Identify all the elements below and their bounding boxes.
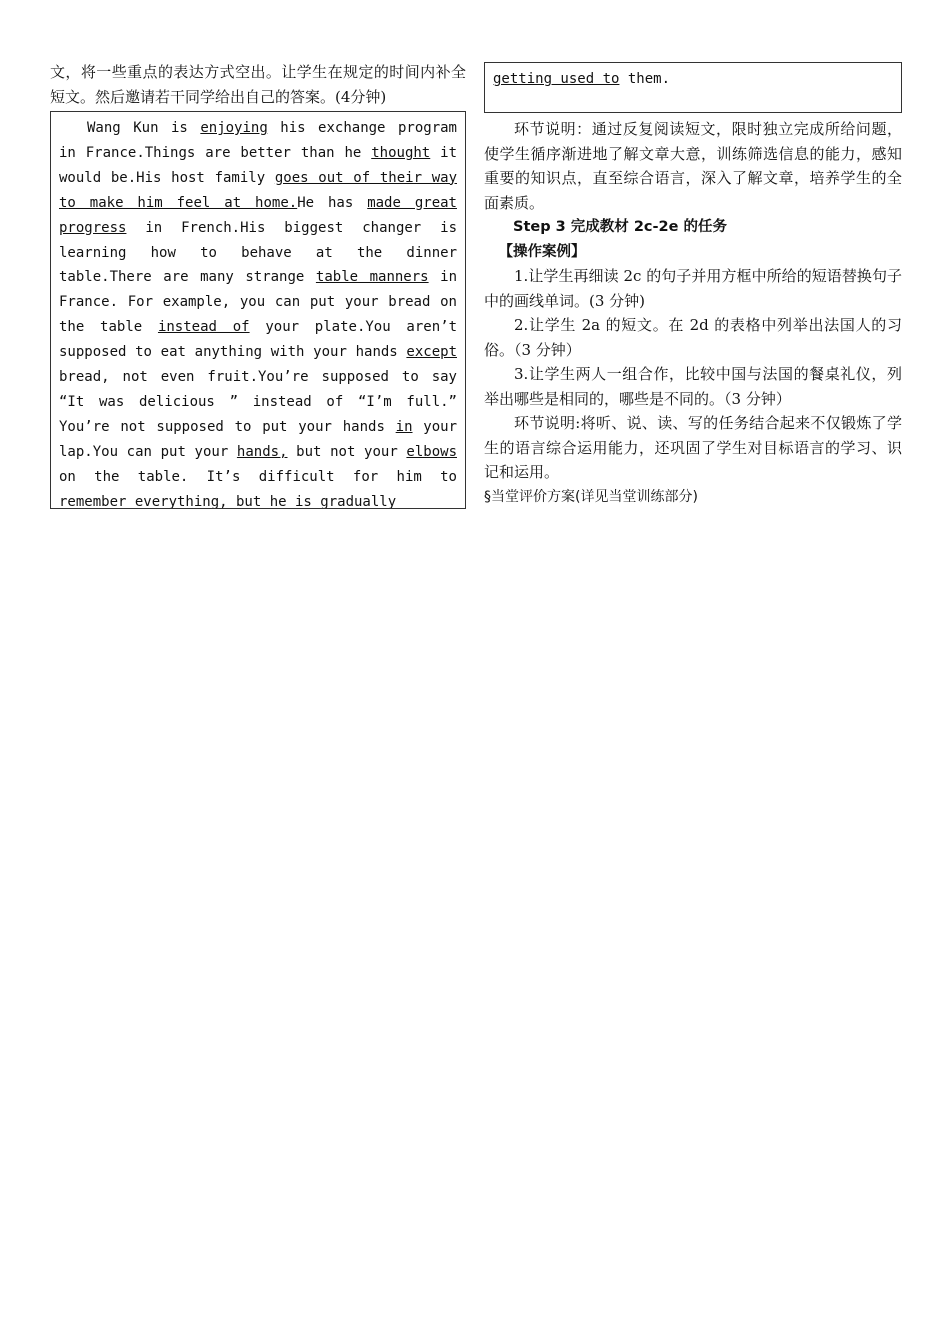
section-note-1: 环节说明：通过反复阅读短文，限时独立完成所给问题，使学生循序渐进地了解文章大意，训练筛选信息的能力，感知重要的知识点，直至综合语言，深入了解文章，培养学生的全面素质。 xyxy=(484,120,902,212)
passage-box xyxy=(50,111,466,509)
passage-segment: his exchange program in France.Things are better than he xyxy=(59,120,457,161)
intro-text: 文，将一些重点的表达方式空出。让学生在规定的时间内补全短文。然后邀请若干同学给出自己的答案。(4分钟) xyxy=(50,63,466,106)
underlined-phrase: elbows xyxy=(406,443,457,460)
case-item-3: 3.让学生两人一组合作，比较中国与法国的餐桌礼仪，列举出哪些是相同的，哪些是不同的。（3 分钟） xyxy=(484,365,902,408)
step-3-heading: Step 3 完成教材 2c-2e 的任务 xyxy=(513,219,727,235)
passage-segment: in French.His biggest changer is learning how to behave at the dinner table.There are many strange xyxy=(59,219,457,286)
underlined-phrase: made great progress xyxy=(59,194,457,236)
passage-text xyxy=(59,116,457,509)
case-item-2: 2.让学生 2a 的短文。在 2d 的表格中列举出法国人的习俗。（3 分钟） xyxy=(484,316,902,359)
underlined-phrase: getting used to xyxy=(493,71,620,87)
case-item-1: 1.让学生再细读 2c 的句子并用方框中所给的短语替换句子中的画线单词。(3 分钟) xyxy=(484,267,902,310)
passage-segment: in France. For example, you can put your bread on the table xyxy=(59,269,458,336)
left-column xyxy=(50,60,466,509)
passage-segment: He has xyxy=(297,194,368,211)
underlined-phrase: hands, xyxy=(236,443,288,460)
continuation-box xyxy=(484,62,902,113)
underlined-phrase: thought xyxy=(371,144,431,161)
passage-segment: on the table. It’s difficult for him to remember everything, but he is gradually xyxy=(59,468,457,509)
underlined-phrase: enjoying xyxy=(200,120,268,136)
passage-segment: your lap.You can put your xyxy=(59,418,457,460)
continuation-text xyxy=(493,67,893,92)
right-column xyxy=(484,60,902,509)
underlined-phrase: instead of xyxy=(157,319,250,336)
section-note-2: 环节说明:将听、说、读、写的任务结合起来不仅锻炼了学生的语言综合运用能力，还巩固了学生对目标语言的学习、识记和运用。 xyxy=(484,414,902,481)
passage-segment: it would be.His host family xyxy=(59,144,458,186)
passage-segment: Wang Kun is xyxy=(87,120,201,136)
underlined-phrase: except xyxy=(406,344,457,361)
underlined-phrase: in xyxy=(395,418,413,435)
continuation-rest: them. xyxy=(619,71,671,87)
underlined-phrase: goes out of their way to make him feel at home. xyxy=(59,169,457,211)
passage-segment: your plate.You aren’t supposed to eat anything with your hands xyxy=(59,319,457,361)
case-title: 【操作案例】 xyxy=(498,243,586,260)
passage-segment: but not your xyxy=(287,443,407,460)
passage-segment: bread, not even fruit.You’re supposed to say “It was delicious ” instead of “I’m full.” You’re not supposed to put your hands xyxy=(59,369,457,435)
assessment-plan: §当堂评价方案(详见当堂训练部分) xyxy=(484,488,698,505)
underlined-phrase: table manners xyxy=(315,269,429,286)
